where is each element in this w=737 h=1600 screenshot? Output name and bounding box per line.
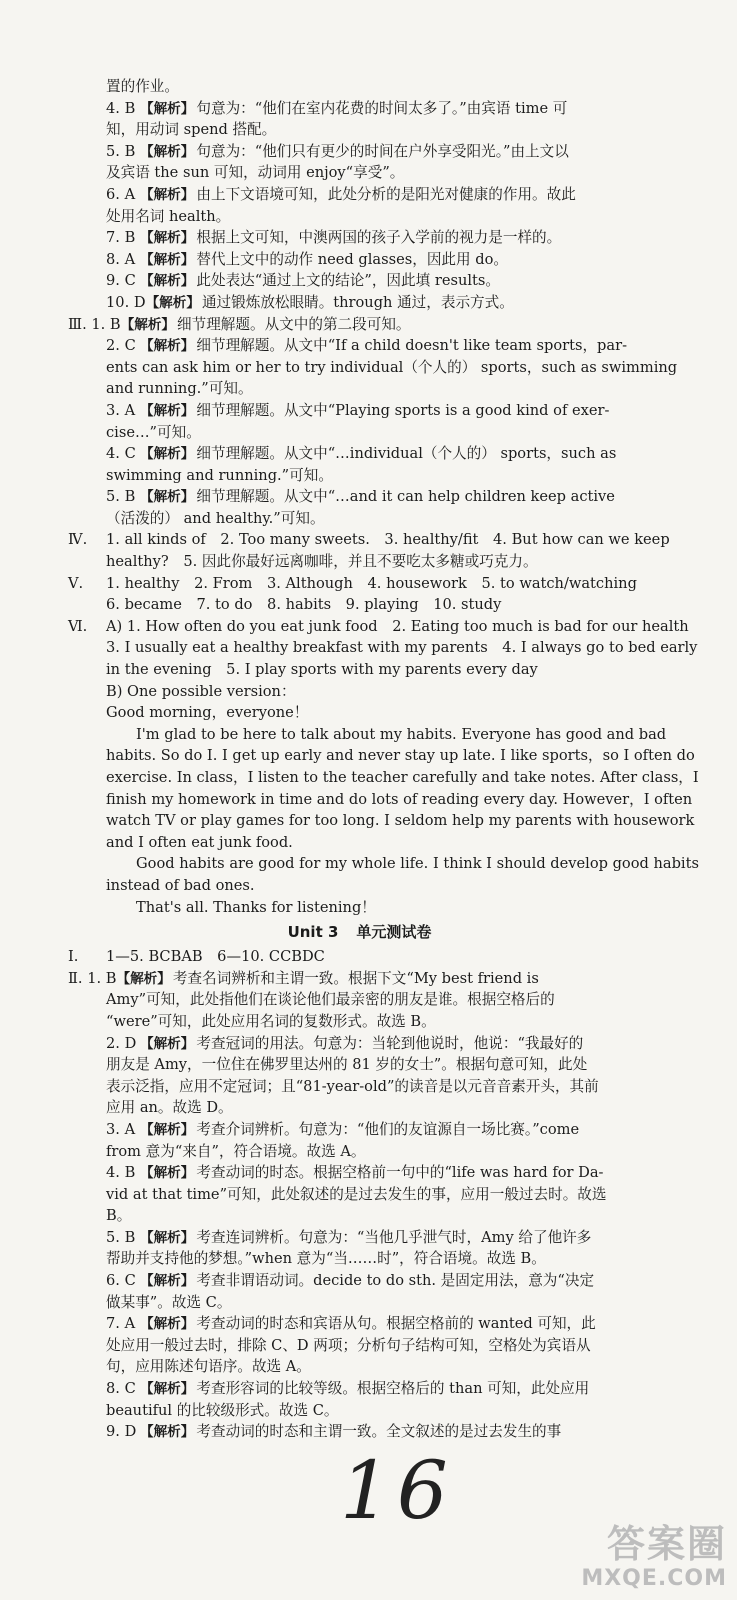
line-text: 置的作业。	[106, 78, 179, 95]
text-line	[0, 1076, 737, 1098]
line-text: I'm glad to be here to talk about my habits. Everyone has good and bad	[136, 725, 667, 743]
item-number: 9. C	[106, 272, 136, 290]
item-number: 7. A	[106, 1315, 136, 1333]
text-line	[0, 1335, 737, 1357]
line-text: 考查动词的时态和主谓一致。全文叙述的是过去发生的事	[196, 1423, 562, 1441]
text-line	[0, 897, 737, 919]
analysis-tag: 【解析】	[140, 143, 195, 160]
analysis-tag: 【解析】	[140, 186, 195, 203]
item-number: 3. A	[106, 1120, 136, 1138]
line-text: That's all. Thanks for listening！	[136, 898, 376, 916]
text-line	[0, 745, 737, 767]
text-line	[0, 789, 737, 811]
line-text: 表示泛指，应用不定冠词；且“81-year-old”的读音是以元音音素开头，其前	[106, 1077, 599, 1095]
answer-item	[0, 1421, 737, 1443]
item-number: Ⅱ. 1. B	[68, 969, 117, 987]
line-text: 句，应用陈述句语序。故选 A。	[106, 1358, 311, 1376]
answer-item	[0, 141, 737, 163]
item-number: 6. A	[106, 185, 136, 203]
unit-title	[0, 920, 737, 944]
text-line	[0, 76, 737, 98]
line-text: habits. So do I. I get up early and never stay up late. I like sports，so I often do	[106, 747, 695, 765]
line-text: beautiful 的比较级形式。故选 C。	[106, 1401, 339, 1419]
answer-item	[0, 1378, 737, 1400]
line-text: 1. all kinds of 2. Too many sweets. 3. healthy/fit 4. But how can we keep	[106, 531, 670, 549]
item-number: 10. D	[106, 293, 146, 311]
item-number: 4. B	[106, 1164, 136, 1182]
line-text: exercise. In class，I listen to the teacher carefully and take notes. After class，I	[106, 769, 699, 786]
line-text: 根据上文可知，中澳两国的孩子入学前的视力是一样的。	[196, 229, 562, 247]
line-text: 替代上文中的动作 need glasses，因此用 do。	[196, 250, 508, 268]
item-number: 8. A	[106, 250, 136, 268]
section-line	[0, 616, 737, 638]
text-line	[0, 422, 737, 444]
text-line	[0, 1248, 737, 1270]
item-number: Ⅵ.	[68, 617, 88, 635]
analysis-tag: 【解析】	[140, 230, 195, 247]
answer-item	[0, 400, 737, 422]
item-number: 2. C	[106, 337, 136, 355]
answer-item	[0, 1033, 737, 1055]
text-line	[0, 551, 737, 573]
analysis-tag: 【解析】	[140, 1121, 195, 1138]
item-number: 7. B	[106, 229, 136, 247]
line-text: 句意为：“他们只有更少的时间在户外享受阳光。”由上文以	[196, 142, 569, 160]
line-text: （活泼的） and healthy.”可知。	[106, 509, 325, 527]
text-line	[0, 465, 737, 487]
item-number: 5. B	[106, 488, 136, 506]
item-number: 8. C	[106, 1380, 136, 1398]
line-text: Good morning，everyone！	[106, 704, 309, 722]
line-text: 处应用一般过去时，排除 C、D 两项；分析句子结构可知，空格处为宾语从	[106, 1336, 591, 1354]
line-text: instead of bad ones.	[106, 876, 255, 894]
line-text: finish my homework in time and do lots of reading every day. However，I often	[106, 790, 693, 808]
watermark-logo	[581, 1522, 727, 1592]
analysis-tag: 【解析】	[140, 1273, 195, 1290]
answer-item	[0, 486, 737, 508]
analysis-tag: 【解析】	[140, 338, 195, 355]
line-text: healthy? 5. 因此你最好远离咖啡，并且不要吃太多糖或巧克力。	[106, 553, 538, 571]
line-text: Good habits are good for my whole life. I think I should develop good habits	[136, 855, 699, 873]
text-line	[0, 594, 737, 616]
text-line	[0, 1097, 737, 1119]
analysis-tag: 【解析】	[140, 489, 195, 506]
item-number: 5. B	[106, 142, 136, 160]
line-text: 考查形容词的比较等级。根据空格后的 than 可知，此处应用	[196, 1380, 590, 1398]
line-text: from 意为“来自”，符合语境。故选 A。	[106, 1142, 366, 1160]
line-text: 考查连词辨析。句意为：“当他几乎泄气时，Amy 给了他许多	[196, 1228, 592, 1246]
line-text: 帮助并支持他的梦想。”when 意为“当……时”，符合语境。故选 B。	[106, 1250, 546, 1268]
analysis-tag: 【解析】	[120, 316, 176, 333]
text-line	[0, 162, 737, 184]
analysis-tag: 【解析】	[140, 1165, 195, 1182]
text-line	[0, 1356, 737, 1378]
line-text: 通过锻炼放松眼睛。through 通过，表示方式。	[201, 293, 514, 311]
text-line	[0, 767, 737, 789]
line-text: 做某事”。故选 C。	[106, 1293, 232, 1311]
text-line	[0, 119, 737, 141]
watermark-site-text: MXQE.COM	[581, 1566, 727, 1591]
line-text: 考查介词辨析。句意为：“他们的友谊源自一场比赛。”come	[196, 1120, 580, 1138]
line-text: 3. I usually eat a healthy breakfast with my parents 4. I always go to bed early	[106, 639, 698, 657]
text-line	[0, 1011, 737, 1033]
item-number: Ⅳ.	[68, 531, 88, 549]
answer-item	[0, 249, 737, 271]
section-line	[0, 314, 737, 336]
answer-item	[0, 1270, 737, 1292]
item-number: 6. C	[106, 1272, 136, 1290]
line-text: B。	[106, 1207, 132, 1225]
text-line	[0, 810, 737, 832]
section-line	[0, 573, 737, 595]
answer-item	[0, 335, 737, 357]
line-text: 处用名词 health。	[106, 207, 231, 225]
line-text: A) 1. How often do you eat junk food 2. Eating too much is bad for our health	[106, 617, 689, 635]
analysis-tag: 【解析】	[140, 1035, 195, 1052]
line-text: and I often eat junk food.	[106, 833, 293, 851]
item-number: 9. D	[106, 1423, 137, 1441]
text-line	[0, 637, 737, 659]
text-line	[0, 681, 737, 703]
line-text: 朋友是 Amy，一位住在佛罗里达州的 81 岁的女士”。根据句意可知，此处	[106, 1056, 588, 1074]
item-number: Ⅲ. 1. B	[68, 315, 121, 333]
text-line	[0, 206, 737, 228]
line-text: 细节理解题。从文中“…individual（个人的） sports，such as	[196, 445, 617, 463]
line-text: in the evening 5. I play sports with my parents every day	[106, 661, 538, 679]
line-text: cise…”可知。	[106, 423, 201, 441]
line-text: 1. healthy 2. From 3. Although 4. housework 5. to watch/watching	[106, 574, 637, 592]
line-text: ents can ask him or her to try individual（个人的） sports，such as swimming	[106, 358, 678, 376]
unit-title-subtitle: 单元测试卷	[356, 923, 432, 942]
line-text: Amy”可知，此处指他们在谈论他们最亲密的朋友是谁。根据空格后的	[106, 991, 555, 1009]
item-number: Ⅴ.	[68, 574, 84, 592]
text-line	[0, 724, 737, 746]
answer-item	[0, 1313, 737, 1335]
line-text: 细节理解题。从文中“…and it can help children keep active	[196, 488, 615, 506]
item-number: 4. B	[106, 99, 136, 117]
handwritten-page-number: 16	[340, 1444, 454, 1537]
line-text: 1—5. BCBAB 6—10. CCBDC	[106, 948, 325, 966]
text-line	[0, 1184, 737, 1206]
line-text: 考查名词辨析和主谓一致。根据下文“My best friend is	[172, 969, 539, 987]
text-line	[0, 659, 737, 681]
answer-item	[0, 270, 737, 292]
line-text: watch TV or play games for too long. I seldom help my parents with housework	[106, 812, 695, 830]
analysis-tag: 【解析】	[140, 446, 195, 463]
line-text: 细节理解题。从文中的第二段可知。	[177, 315, 411, 333]
item-number: 5. B	[106, 1228, 136, 1246]
text-line	[0, 702, 737, 724]
answer-page	[0, 76, 737, 1443]
analysis-tag: 【解析】	[140, 273, 195, 290]
text-line	[0, 1141, 737, 1163]
text-line	[0, 508, 737, 530]
answer-item	[0, 1119, 737, 1141]
line-text: 句意为：“他们在室内花费的时间太多了。”由宾语 time 可	[196, 99, 568, 117]
answer-item	[0, 227, 737, 249]
analysis-tag: 【解析】	[140, 100, 195, 117]
section-line	[0, 968, 737, 990]
analysis-tag: 【解析】	[140, 1381, 195, 1398]
watermark-logo-text: 答案圈	[606, 1522, 727, 1566]
item-number: 3. A	[106, 401, 136, 419]
text-line	[0, 875, 737, 897]
section-line	[0, 946, 737, 968]
line-text: 知，用动词 spend 搭配。	[106, 121, 277, 139]
answer-item	[0, 1162, 737, 1184]
text-line	[0, 1400, 737, 1422]
line-text: and running.”可知。	[106, 380, 253, 398]
line-text: 及宾语 the sun 可知，动词用 enjoy“享受”。	[106, 164, 405, 182]
line-text: 细节理解题。从文中“Playing sports is a good kind of exer-	[196, 401, 610, 419]
line-text: 考查冠词的用法。句意为：当轮到他说时，他说：“我最好的	[196, 1034, 584, 1052]
analysis-tag: 【解析】	[145, 294, 200, 311]
answer-item	[0, 98, 737, 120]
analysis-tag: 【解析】	[140, 402, 195, 419]
answer-item	[0, 292, 737, 314]
text-line	[0, 832, 737, 854]
line-text: vid at that time”可知，此处叙述的是过去发生的事，应用一般过去时。故选	[106, 1185, 607, 1203]
text-line	[0, 357, 737, 379]
analysis-tag: 【解析】	[116, 970, 171, 987]
unit-title-label: Unit 3	[287, 923, 339, 942]
answer-item	[0, 1227, 737, 1249]
item-number: 4. C	[106, 445, 136, 463]
line-text: 应用 an。故选 D。	[106, 1099, 233, 1117]
text-line	[0, 1292, 737, 1314]
item-number: 2. D	[106, 1034, 137, 1052]
answer-item	[0, 184, 737, 206]
line-text: 考查动词的时态和宾语从句。根据空格前的 wanted 可知，此	[196, 1315, 596, 1333]
line-text: 考查非谓语动词。decide to do sth. 是固定用法，意为“决定	[196, 1272, 595, 1290]
line-text: swimming and running.”可知。	[106, 466, 333, 484]
text-line	[0, 1054, 737, 1076]
line-text: 考查动词的时态。根据空格前一句中的“life was hard for Da-	[196, 1164, 604, 1182]
line-text: “were”可知，此处应用名词的复数形式。故选 B。	[106, 1012, 436, 1030]
text-line	[0, 378, 737, 400]
line-text: 6. became 7. to do 8. habits 9. playing 10. study	[106, 596, 502, 614]
line-text: 此处表达“通过上文的结论”，因此填 results。	[196, 272, 500, 290]
analysis-tag: 【解析】	[140, 251, 195, 268]
analysis-tag: 【解析】	[140, 1229, 195, 1246]
analysis-tag: 【解析】	[140, 1424, 195, 1441]
text-line	[0, 853, 737, 875]
line-text: 由上下文语境可知，此处分析的是阳光对健康的作用。故此	[196, 185, 576, 203]
section-line	[0, 529, 737, 551]
text-line	[0, 1205, 737, 1227]
text-line	[0, 989, 737, 1011]
line-text: B) One possible version：	[106, 682, 296, 700]
answer-item	[0, 443, 737, 465]
line-text: 细节理解题。从文中“If a child doesn't like team sports，par-	[196, 337, 628, 355]
analysis-tag: 【解析】	[140, 1316, 195, 1333]
item-number: Ⅰ.	[68, 948, 79, 966]
